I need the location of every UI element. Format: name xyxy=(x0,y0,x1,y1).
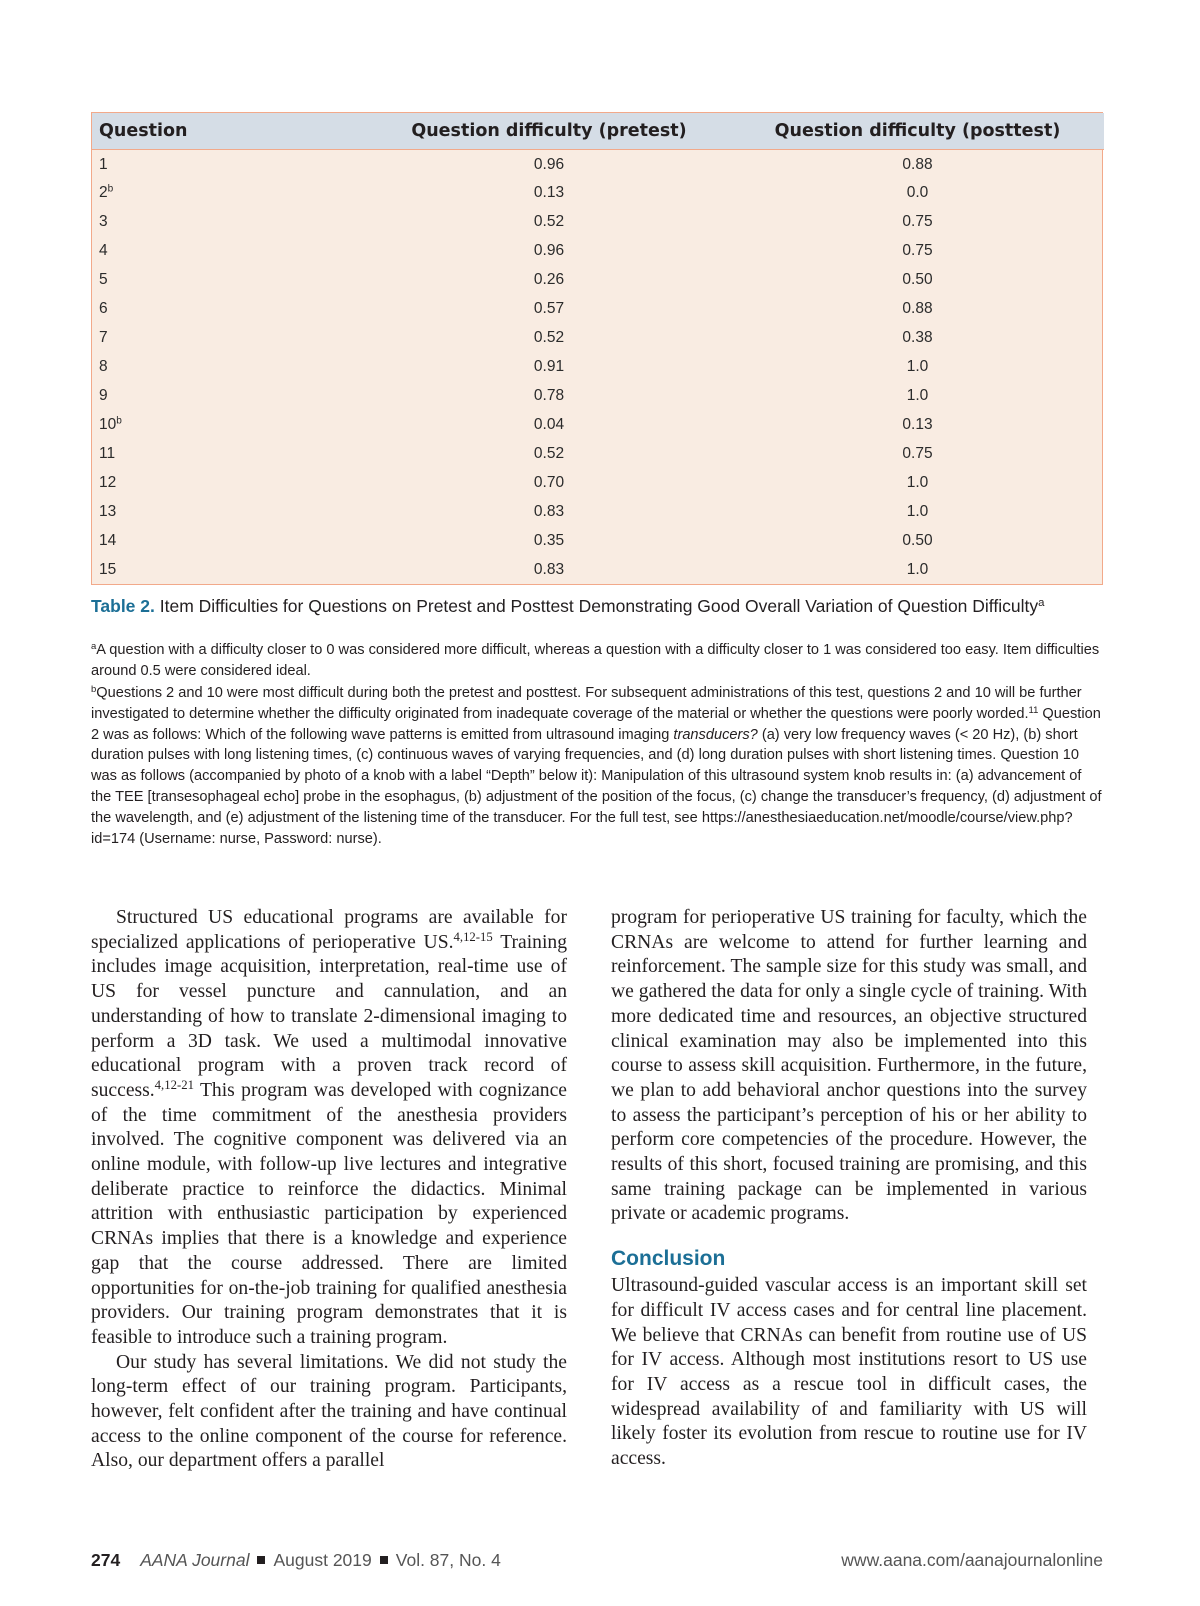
p1-ref-1: 4,12-15 xyxy=(453,929,493,944)
table-row xyxy=(92,439,1104,468)
table-row xyxy=(92,555,1104,584)
caption-sup: a xyxy=(1038,596,1045,609)
cell-question: 6 xyxy=(99,299,108,317)
cell-pretest: 0.83 xyxy=(533,502,565,520)
footnote-b-text1: Questions 2 and 10 were most difficult during both the pretest and posttest. For subsequent administrations of this test, questions 2 and 10 will be further investigated to determine whether the difficulty originated from inadequate coverage of the material or whether the questions were poorly worded. xyxy=(91,685,1082,722)
cell-pretest: 0.52 xyxy=(533,444,565,462)
footnote-b-text3: (a) very low frequency waves (< 20 Hz), (b) short duration pulses with long listening times, (c) continuous waves of varying frequencies, and (d) long duration pulses with short listening times. Question 10 was as follows (accompanied by photo of a knob with a label “Depth” below it): Manipulation of this ultrasound system knob results in: (a) advancement of the TEE [transesophageal echo] probe in the esophagus, (b) adjustment of the position of the focus, (c) change the transducer’s frequency, (d) adjustment of the wavelength, and (e) adjustment of the listening time of the transducer. For the full test, see https://anesthesiaeducation.net/moodle/course/view.php?id=174 (Username: nurse, Password: nurse). xyxy=(91,726,1102,847)
cell-posttest: 0.50 xyxy=(902,270,933,288)
cell-pretest: 0.83 xyxy=(533,560,565,578)
footnote-b-mark: b xyxy=(91,683,97,695)
footnote-b xyxy=(91,683,1103,849)
cell-pretest: 0.91 xyxy=(533,357,565,375)
cell-question: 11 xyxy=(99,444,116,462)
header-pretest: Question difficulty (pretest) xyxy=(411,120,687,141)
cell-pretest: 0.96 xyxy=(533,155,565,173)
footnote-a-text: A question with a difficulty closer to 0 was considered more difficult, whereas a question with a difficulty closer to 1 was considered too easy. Item difficulties around 0.5 were considered ideal. xyxy=(91,642,1100,679)
paragraph-1 xyxy=(91,906,567,1351)
footnote-a xyxy=(91,640,1103,682)
p1-text-c: This program was developed with cognizance of the time commitment of the anesthesia providers involved. The cognitive component was delivered via an online module, with follow-up live lectures and integrative deliberate practice to reinforce the didactics. Minimal attrition with enthusiastic participation by experienced CRNAs implies that there is a knowledge and experience gap that the course addressed. There are limited opportunities for on-the-job training for qualified anesthesia providers. Our training program demonstrates that it is feasible to introduce such a training program. xyxy=(91,1079,567,1348)
cell-question: 4 xyxy=(99,241,108,259)
cell-pretest: 0.35 xyxy=(533,531,565,549)
cell-posttest: 0.88 xyxy=(902,155,933,173)
table-row xyxy=(92,207,1104,236)
table-row xyxy=(92,149,1104,178)
difficulty-table xyxy=(91,112,1103,585)
cell-question: 5 xyxy=(99,270,108,288)
conclusion-paragraph: Ultrasound-guided vascular access is an important skill set for difficult IV access cases and for central line placement. We believe that CRNAs can benefit from routine use of US for IV access. Although most institutions resort to US use for IV access as a rescue tool in difficult cases, the widespread availability of and familiarity with US will likely foster its evolution from rescue to routine use for IV access. xyxy=(611,1275,1087,1470)
paragraph-2: Our study has several limitations. We did not study the long-term effect of our training program. Participants, however, felt confident after the training and have continual access to the online component of the course for reference. Also, our department offers a parallel xyxy=(91,1351,567,1472)
cell-pretest: 0.04 xyxy=(533,415,565,433)
table-body xyxy=(92,149,1104,584)
p1-text-a: Structured US educational programs are available for specialized applications of perioperative US. xyxy=(91,907,567,953)
cell-question: 8 xyxy=(99,357,108,375)
table-row xyxy=(92,468,1104,497)
cell-question: 12 xyxy=(99,473,117,491)
cell-pretest: 0.13 xyxy=(533,183,565,201)
cell-posttest: 1.0 xyxy=(906,386,929,404)
table-row xyxy=(92,526,1104,555)
p1-ref-2: 4,12-21 xyxy=(154,1077,194,1092)
cell-posttest: 0.38 xyxy=(902,328,933,346)
cell-pretest: 0.52 xyxy=(533,328,565,346)
cell-pretest: 0.26 xyxy=(533,270,565,288)
cell-question: 7 xyxy=(99,328,108,346)
body-column-right xyxy=(611,906,1087,1472)
cell-pretest: 0.57 xyxy=(533,299,565,317)
cell-posttest: 0.0 xyxy=(906,183,929,201)
footnote-b-italic: transducers? xyxy=(673,726,758,743)
table-row xyxy=(92,497,1104,526)
table-row xyxy=(92,178,1104,207)
issue-volume: Vol. 87, No. 4 xyxy=(395,1550,501,1570)
table-row xyxy=(92,265,1104,294)
cell-question: 1 xyxy=(99,155,108,173)
cell-question: 2$^b$ xyxy=(99,182,114,201)
cell-posttest: 1.0 xyxy=(906,357,929,375)
cell-posttest: 0.13 xyxy=(902,415,933,433)
difficulty-data-table xyxy=(92,113,1104,584)
cell-pretest: 0.96 xyxy=(533,241,565,259)
cell-posttest: 0.75 xyxy=(902,444,933,462)
caption-text: Item Difficulties for Questions on Pretest and Posttest Demonstrating Good Overall Variation of Question Difficulty xyxy=(159,596,1039,616)
issue-date: August 2019 xyxy=(273,1550,372,1570)
footnote-a-mark: a xyxy=(91,640,97,652)
table-row xyxy=(92,294,1104,323)
cell-question: 15 xyxy=(99,560,117,578)
cell-pretest: 0.70 xyxy=(533,473,565,491)
table-row xyxy=(92,381,1104,410)
cell-posttest: 1.0 xyxy=(906,502,929,520)
cell-posttest: 0.75 xyxy=(902,241,933,259)
page-footer xyxy=(91,1550,1103,1574)
cell-posttest: 1.0 xyxy=(906,473,929,491)
conclusion-heading: Conclusion xyxy=(611,1247,726,1271)
table-row xyxy=(92,352,1104,381)
cell-question: 10$^b$ xyxy=(99,414,122,433)
footnote-b-ref: 11 xyxy=(1028,704,1039,716)
separator-square-icon xyxy=(257,1556,265,1564)
table-row xyxy=(92,323,1104,352)
cell-posttest: 0.50 xyxy=(902,531,933,549)
journal-url: www.aana.com/aanajournalonline xyxy=(841,1550,1103,1570)
table-caption xyxy=(91,594,1101,619)
paragraph-2-continued: program for perioperative US training for faculty, which the CRNAs are welcome to attend for further learning and reinforcement. The sample size for this study was small, and we gathered the data for only a single cycle of training. With more dedicated time and resources, an objective structured clinical examination may also be implemented into this course to assess skill acquisition. Furthermore, in the future, we plan to add behavioral anchor questions into the survey to assess the participant’s perception of his or her ability to perform core competencies of the procedure. However, the results of this short, focused training are promising, and this same training package can be implemented in various private or academic programs. xyxy=(611,907,1087,1225)
table-row xyxy=(92,410,1104,439)
footnote-b-text2: Question 2 was as follows: Which of the following wave patterns is emitted from ultrasound imaging xyxy=(91,705,1101,743)
cell-posttest: 1.0 xyxy=(906,560,929,578)
caption-label: Table 2. xyxy=(91,596,155,616)
page-number: 274 xyxy=(91,1550,121,1570)
p1-text-b: Training includes image acquisition, interpretation, real-time use of US for vessel puncture and cannulation, and an understanding of how to translate 2-dimensional imaging to perform a 3D task. We used a multimodal innovative educational program with a proven track record of success. xyxy=(91,931,567,1101)
cell-pretest: 0.52 xyxy=(533,212,565,230)
table-row xyxy=(92,236,1104,265)
cell-posttest: 0.88 xyxy=(902,299,933,317)
cell-pretest: 0.78 xyxy=(533,386,565,404)
cell-question: 13 xyxy=(99,502,117,520)
table-header-row xyxy=(92,113,1104,149)
journal-name: AANA Journal xyxy=(140,1550,250,1570)
header-posttest: Question difficulty (posttest) xyxy=(774,120,1061,141)
cell-posttest: 0.75 xyxy=(902,212,933,230)
body-column-left xyxy=(91,906,567,1474)
cell-question: 14 xyxy=(99,531,117,549)
separator-square-icon xyxy=(380,1556,388,1564)
cell-question: 3 xyxy=(99,212,108,230)
header-question: Question xyxy=(99,120,188,141)
cell-question: 9 xyxy=(99,386,108,404)
